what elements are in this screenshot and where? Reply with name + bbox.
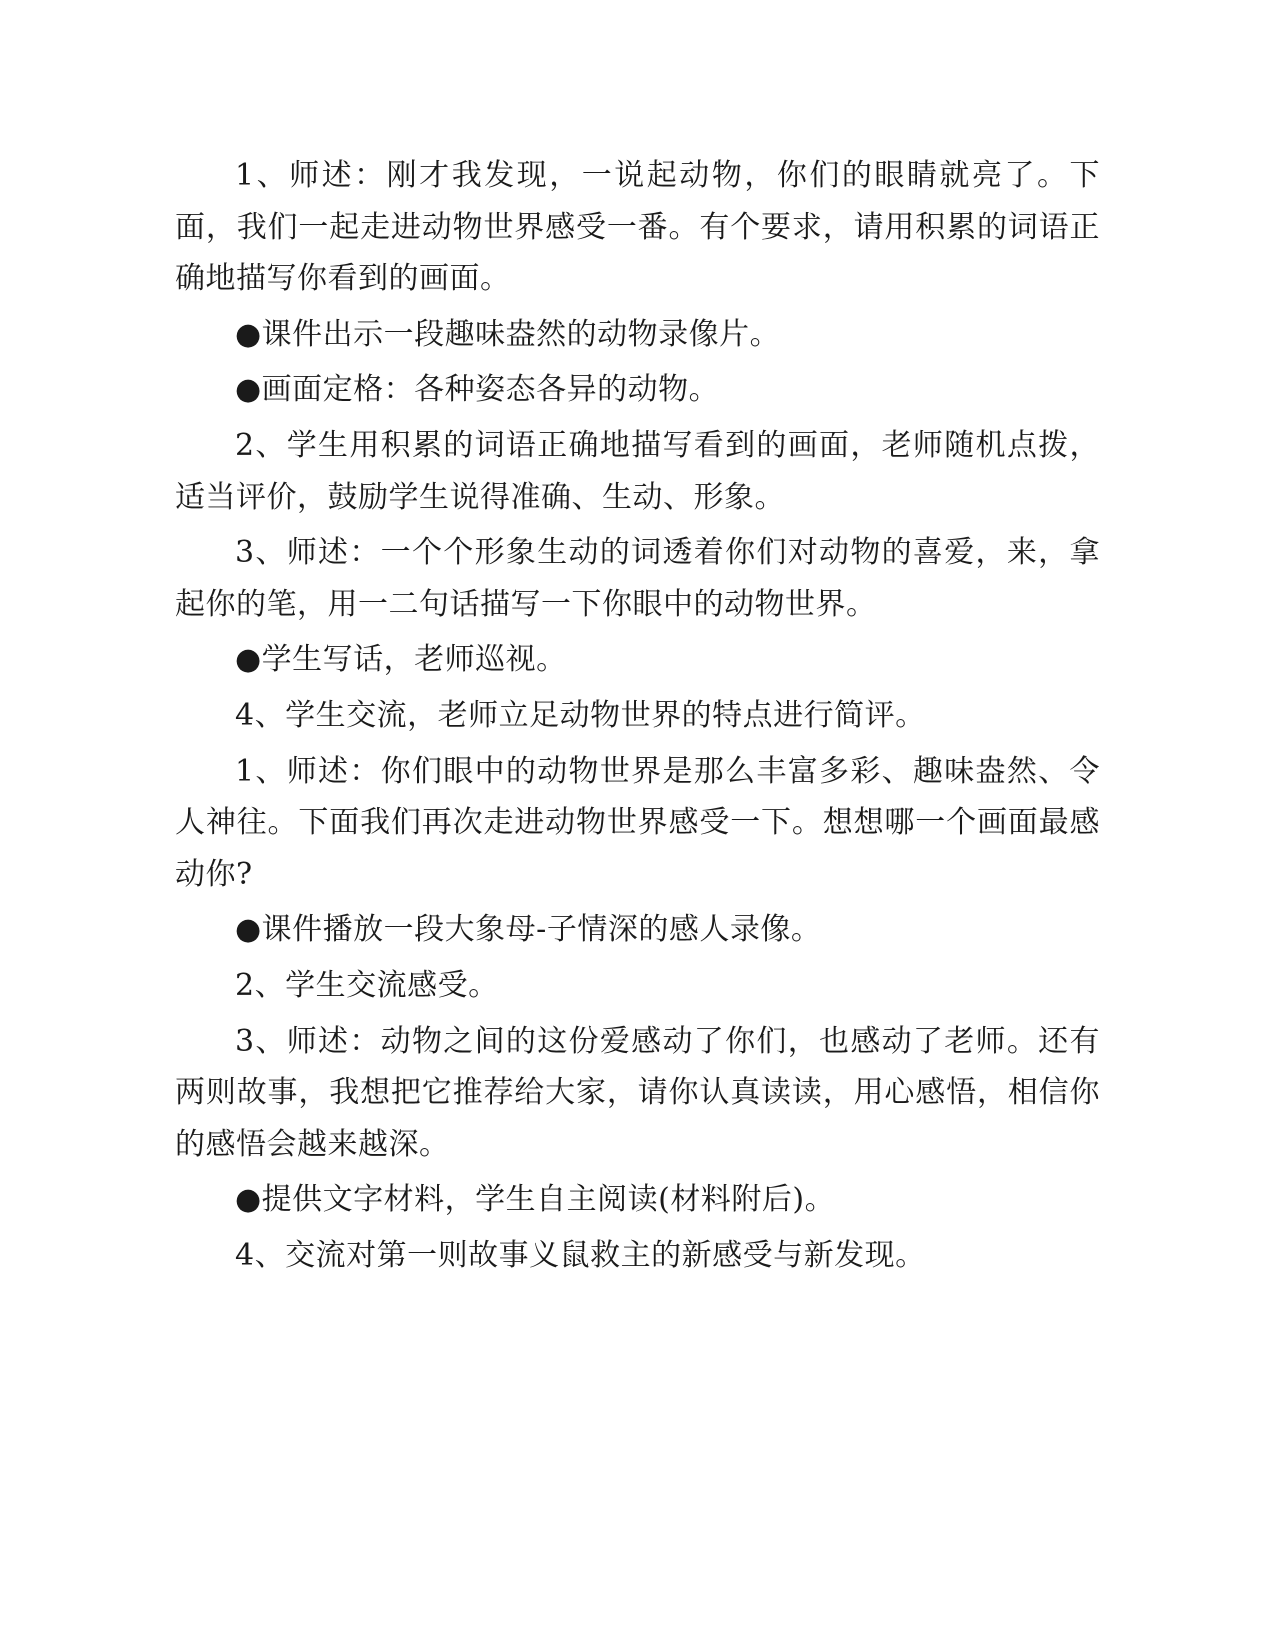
document-body	[175, 150, 1100, 1281]
bullet-item: ●课件播放一段大象母-子情深的感人录像。	[235, 912, 822, 948]
bullet-item: ●提供文字材料，学生自主阅读(材料附后)。	[235, 1182, 836, 1218]
paragraph: 1、师述：刚才我发现，一说起动物，你们的眼睛就亮了。下面，我们一起走进动物世界感受一番。有个要求，请用积累的词语正确地描写你看到的画面。	[175, 158, 1100, 297]
paragraph: 2、学生交流感受。	[235, 967, 499, 1003]
paragraph: 4、学生交流，老师立足动物世界的特点进行简评。	[235, 697, 926, 733]
bullet-item: ●课件出示一段趣味盎然的动物录像片。	[235, 316, 781, 352]
paragraph: 3、师述：动物之间的这份爱感动了你们，也感动了老师。还有两则故事，我想把它推荐给大家，请你认真读读，用心感悟，相信你的感悟会越来越深。	[175, 1023, 1100, 1162]
paragraph: 4、交流对第一则故事义鼠救主的新感受与新发现。	[235, 1237, 926, 1273]
paragraph: 3、师述：一个个形象生动的词透着你们对动物的喜爱，来，拿起你的笔，用一二句话描写一下你眼中的动物世界。	[175, 535, 1100, 622]
paragraph: 2、学生用积累的词语正确地描写看到的画面，老师随机点拨，适当评价，鼓励学生说得准确、生动、形象。	[175, 427, 1100, 515]
paragraph: 1、师述：你们眼中的动物世界是那么丰富多彩、趣味盎然、令人神往。下面我们再次走进动物世界感受一下。想想哪一个画面最感动你?	[175, 753, 1100, 892]
bullet-item: ●画面定格：各种姿态各异的动物。	[235, 372, 720, 408]
bullet-item: ●学生写话，老师巡视。	[235, 642, 567, 678]
